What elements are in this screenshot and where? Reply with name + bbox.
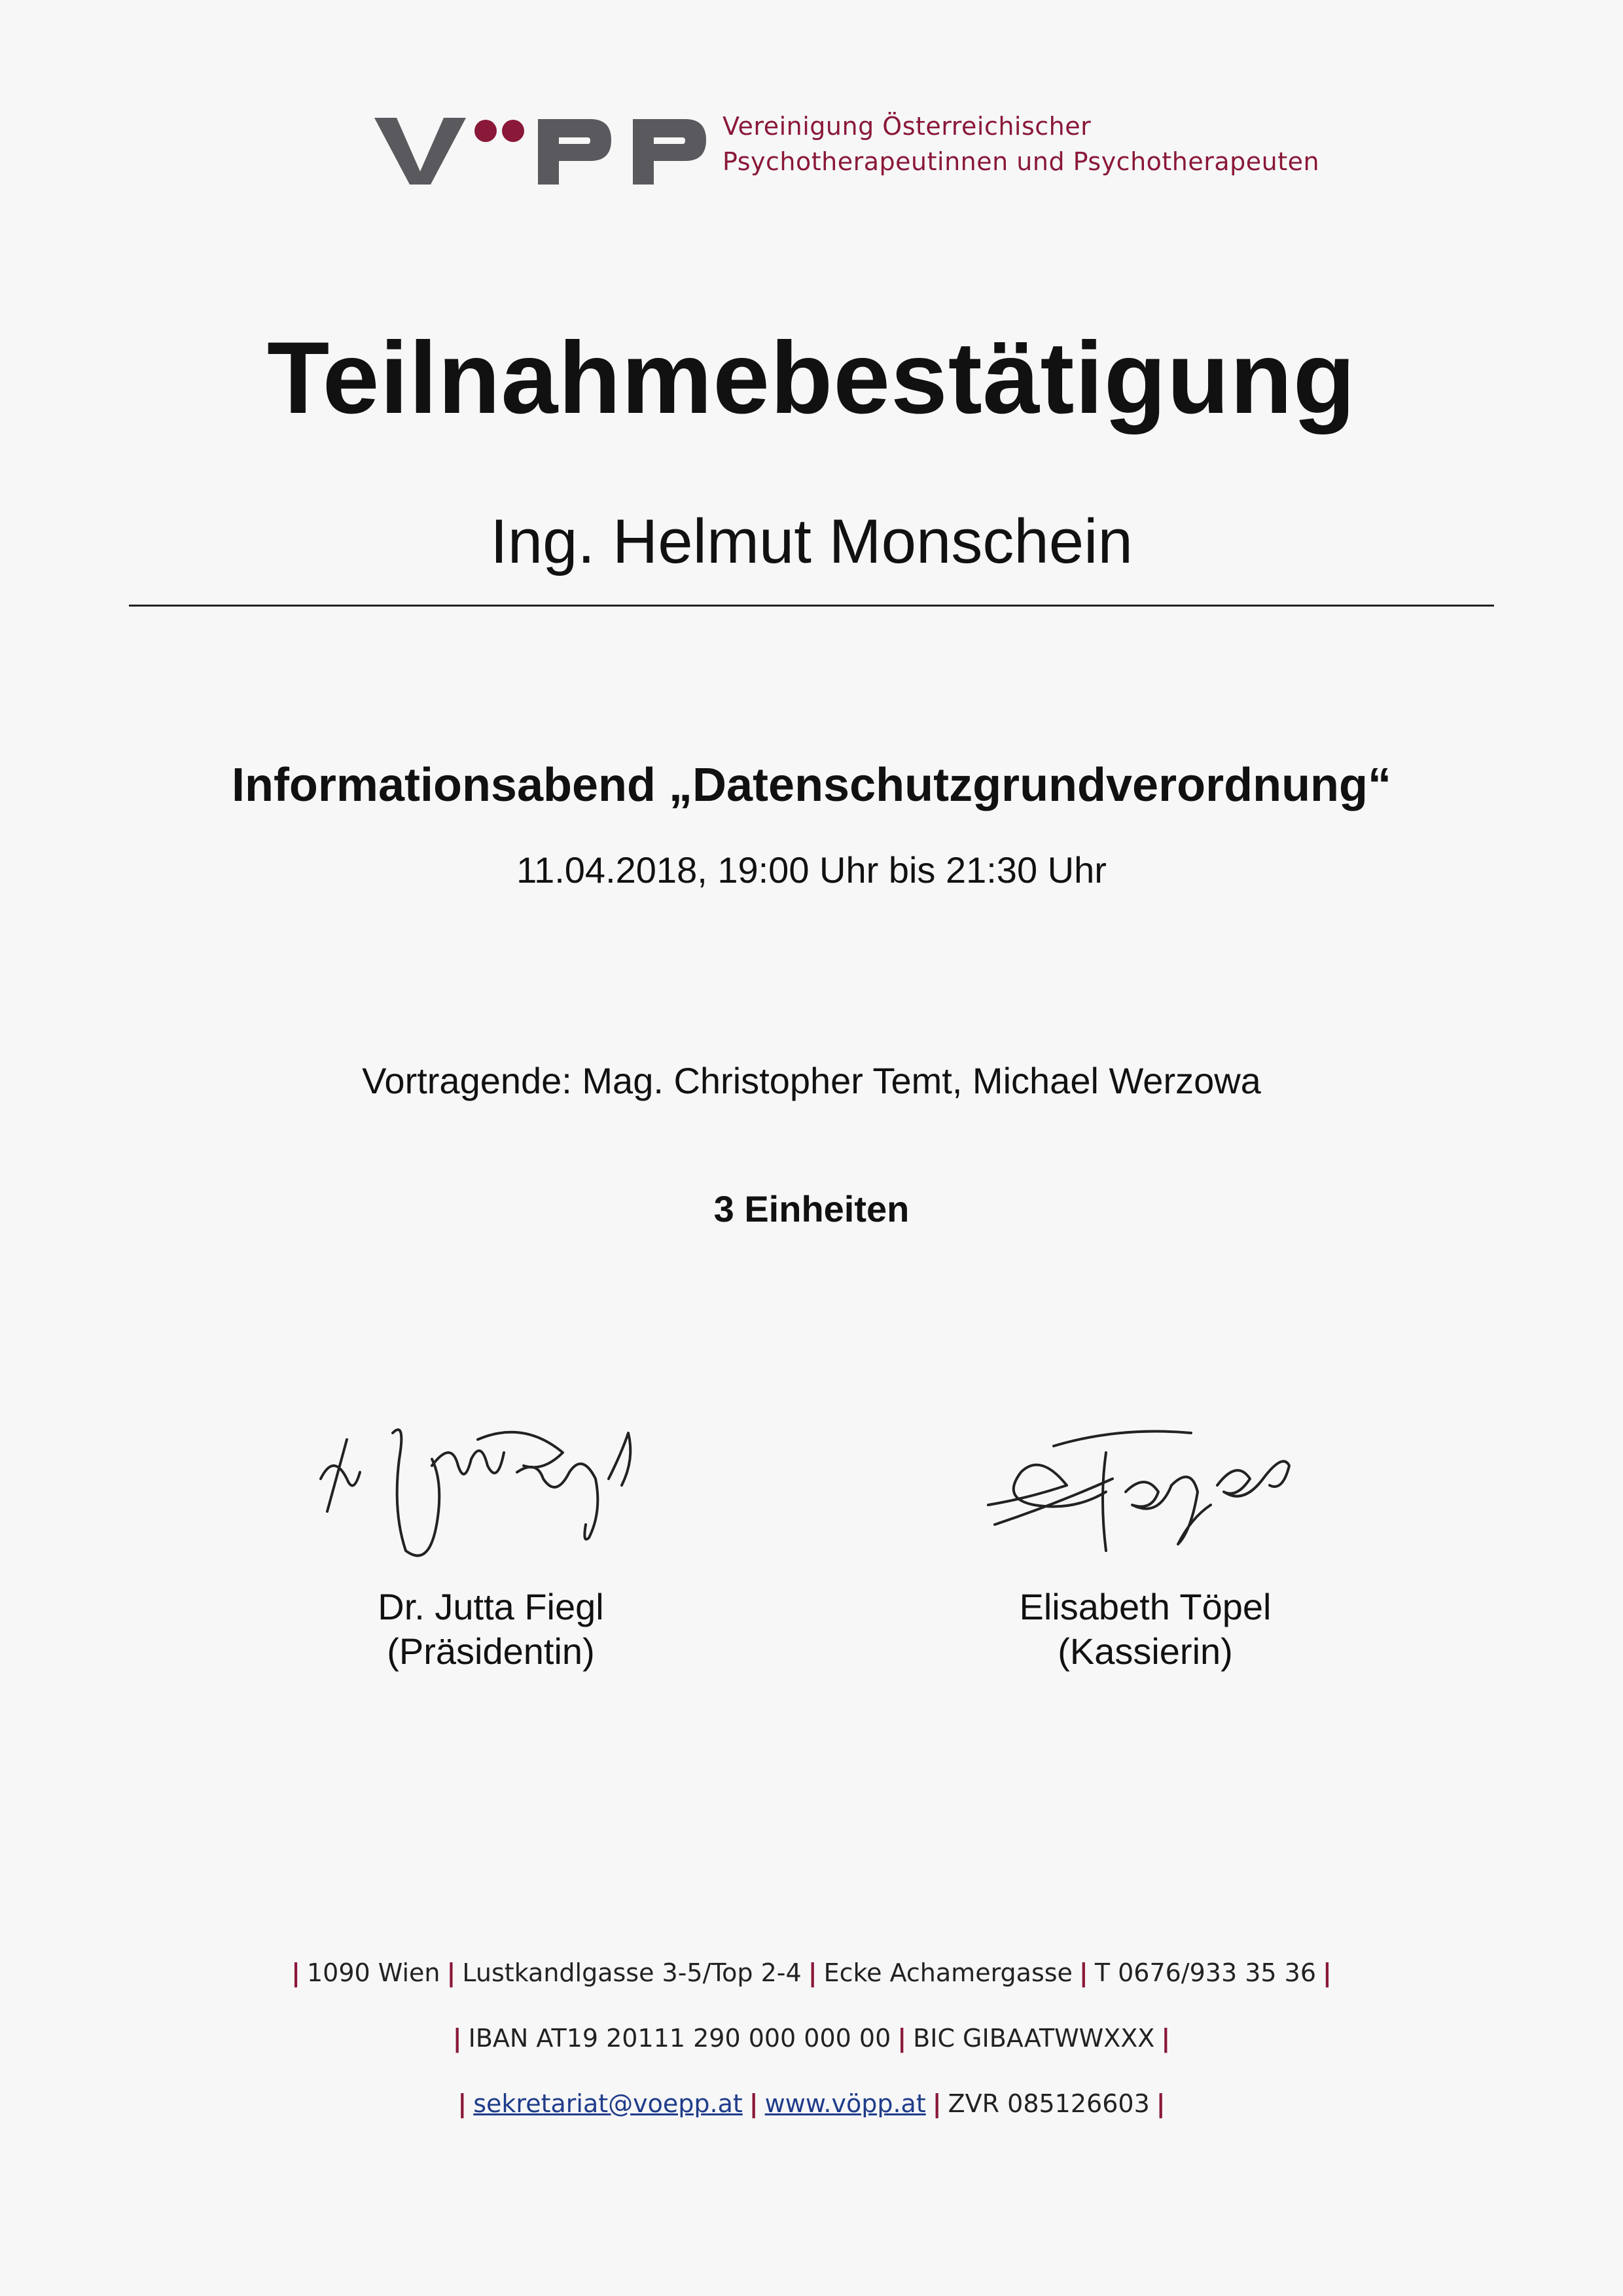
website-link[interactable]: www.vöpp.at [764,2089,926,2118]
separator: | [1156,2089,1166,2118]
separator: | [932,2089,942,2118]
separator: | [291,1958,300,1987]
divider-line [129,605,1494,607]
footer-iban: IBAN AT19 20111 290 000 000 00 [468,2024,891,2053]
organization-name [722,109,1319,179]
organization-name-line2: Psychotherapeutinnen und Psychotherapeuten [722,147,1320,176]
separator: | [1323,1958,1332,1987]
participant-name: Ing. Helmut Monschein [490,506,1133,576]
signatory-name: Elisabeth Töpel [1019,1586,1272,1627]
separator: | [452,2024,462,2053]
separator: | [749,2089,758,2118]
footer-phone: T 0676/933 35 36 [1094,1958,1317,1987]
signatory-fiegl [314,1585,668,1674]
footer-contact-line [0,2087,1623,2120]
footer-street: Lustkandlgasse 3-5/Top 2-4 [462,1958,802,1987]
signature-elisabeth-toepel [975,1407,1315,1577]
footer-zvr: ZVR 085126603 [948,2089,1150,2118]
separator: | [808,1958,817,1987]
email-link[interactable]: sekretariat@voepp.at [473,2089,743,2118]
organization-name-line1: Vereinigung Österreichischer [722,112,1092,141]
separator: | [897,2024,907,2053]
signatory-role: (Präsidentin) [387,1631,595,1672]
credit-units: 3 Einheiten [713,1188,910,1229]
signature-jutta-fiegl [308,1381,700,1577]
signatory-role: (Kassierin) [1058,1631,1233,1672]
speakers-line: Vortragende: Mag. Christopher Temt, Michael Werzowa [362,1060,1261,1101]
signatory-name: Dr. Jutta Fiegl [378,1586,604,1627]
footer-corner: Ecke Achamergasse [823,1958,1073,1987]
separator: | [446,1958,456,1987]
footer-bic: BIC GIBAATWWXXX [913,2024,1155,2053]
certificate-title: Teilnahmebestätigung [267,321,1356,435]
voepp-logo [374,111,715,190]
event-title: Informationsabend „Datenschutzgrundverordnung“ [231,759,1392,811]
separator: | [1161,2024,1171,2053]
footer-city: 1090 Wien [306,1958,440,1987]
separator: | [1079,1958,1088,1987]
event-datetime: 11.04.2018, 19:00 Uhr bis 21:30 Uhr [516,849,1107,891]
footer-address-line [0,1956,1623,1989]
signatory-toepel [969,1585,1322,1674]
separator: | [457,2089,467,2118]
footer-bank-line [0,2022,1623,2055]
